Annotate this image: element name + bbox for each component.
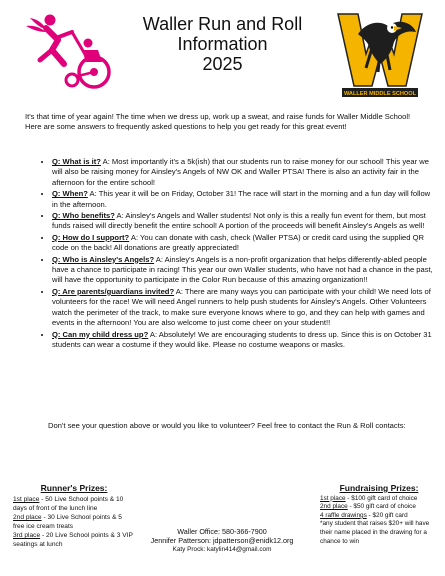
runner-prize-item — [13, 531, 135, 549]
prize-place: 1st place — [320, 494, 346, 502]
faq-item — [52, 330, 437, 351]
fund-prize-note: *any student that raises $20+ will have their name placed in the drawing for a chance to win — [320, 520, 430, 545]
faq-answer: A: Absolutely! We are encouraging students to dress up. Since this is on October 31 students can wear a costume if they would like. Please no costume weapons or masks. — [52, 329, 432, 349]
faq-question: Q: When? — [52, 189, 88, 199]
title-line-2: Information — [177, 34, 268, 54]
prize-place: 1st place — [13, 496, 40, 503]
faq-question: Q: Can my child dress up? — [52, 329, 149, 339]
fund-prize-item — [320, 503, 438, 512]
faq-question: Q: What is it? — [52, 157, 101, 166]
prize-text: - 50 Live School points & 10 days of front of the lunch line — [13, 496, 124, 512]
prize-text: - 30 Live School points & 5 free ice cream treats — [13, 514, 122, 530]
prize-text: - $100 gift card of choice — [345, 494, 418, 502]
header — [0, 0, 445, 108]
page-title — [110, 14, 335, 74]
closing-paragraph: Don't see your question above or would you like to volunteer? Feel free to contact the Run & Roll contacts: — [48, 421, 406, 430]
runner-prize-item — [13, 495, 135, 513]
faq-question: Q: How do I support? — [52, 232, 130, 242]
fundraising-prizes — [320, 484, 438, 546]
faq-question: Q: Who is Ainsley's Angels? — [52, 254, 155, 264]
intro-paragraph: It's that time of year again! The time when we dress up, work up a sweat, and raise funds for Waller Middle School! Here are some answers to frequently asked questions to help you get ready for this great event! — [25, 112, 411, 132]
faq-answer: A: You can donate with cash, check (Waller PTSA) or credit card using the supplied QR code on the back! All donations are greatly appreciated! — [52, 232, 424, 253]
contacts — [132, 527, 312, 554]
faq-answer: A: This year it will be on Friday, October 31! The race will start in the morning and a fun day will follow in the afternoon. — [52, 189, 431, 209]
faq-item — [52, 287, 437, 329]
contact-office: Waller Office: 580-366-7900 — [177, 527, 267, 536]
faq-answer: A: Ainsley's Angels is a non-profit organization that helps differently-abled people have a chance to participate in racing! This year our own Waller students, who have not had a chance in the past, will have the opportunity to participate in the Color Run because of this amazing organization!! — [52, 254, 433, 285]
logo-school-name: WALLER MIDDLE SCHOOL — [343, 91, 417, 97]
runner-prize-item — [13, 513, 135, 531]
ainsleys-angels-logo-icon — [22, 10, 114, 92]
fund-prize-item — [320, 495, 438, 504]
faq-item — [52, 189, 437, 210]
faq-item — [52, 233, 437, 254]
title-line-3: 2025 — [202, 54, 243, 74]
prize-place: 2nd place — [13, 514, 42, 521]
prize-text: - 20 Live School points & 3 VIP seatings at lunch — [13, 532, 133, 548]
contact-jennifer: Jennifer Patterson: jdpatterson@enidk12.org — [150, 536, 294, 545]
faq-answer: A: There are many ways you can participate with your child! We need lots of volunteers for the race! We will need Angel runners to help push students for Ainsley's Angels. Other Volunteers watch the perimeter of the track, to make sure everyone knows where to go, and they can help with games and events in the afternoon! You are also welcome to just come cheer on your student!! — [52, 286, 431, 328]
prize-place: 4 raffle drawings — [320, 511, 367, 519]
prize-text: - $50 gift card of choice — [347, 503, 416, 511]
faq-answer: A: Ainsley's Angels and Waller students! Not only is this a really fun event for them, but most funds raised will directly benefit the entire school! A portion of the proceeds will benefit Ainsley's Angels as well! — [52, 211, 426, 231]
waller-eagle-logo-icon — [336, 8, 424, 100]
prize-place: 3rd place — [13, 532, 41, 539]
runner-prizes — [13, 484, 135, 549]
title-line-1: Waller Run and Roll — [142, 14, 303, 34]
runner-prizes-title: Runner's Prizes: — [40, 483, 108, 493]
faq-list — [38, 157, 437, 351]
faq-question: Q: Who benefits? — [52, 211, 115, 221]
contact-katy: Katy Prock: katylin414@gmail.com — [172, 546, 272, 553]
prize-text: - $20 gift card — [366, 511, 408, 519]
fundraising-prizes-title: Fundraising Prizes: — [339, 483, 419, 493]
faq-answer: A: Most importantly it's a 5k(ish) that our students run to raise money for our school! This year we will also be raising money for Ainsley's Angels of NW OK and Waller PTSA! There is also an activity fair in the afternoon for the entire school! — [52, 157, 429, 187]
prize-place: 2nd place — [320, 503, 348, 511]
faq-item — [52, 211, 437, 232]
fund-prize-item — [320, 512, 438, 521]
faq-item — [52, 255, 437, 286]
faq-question: Q: Are parents/guardians invited? — [52, 286, 175, 296]
faq-item — [52, 157, 437, 188]
